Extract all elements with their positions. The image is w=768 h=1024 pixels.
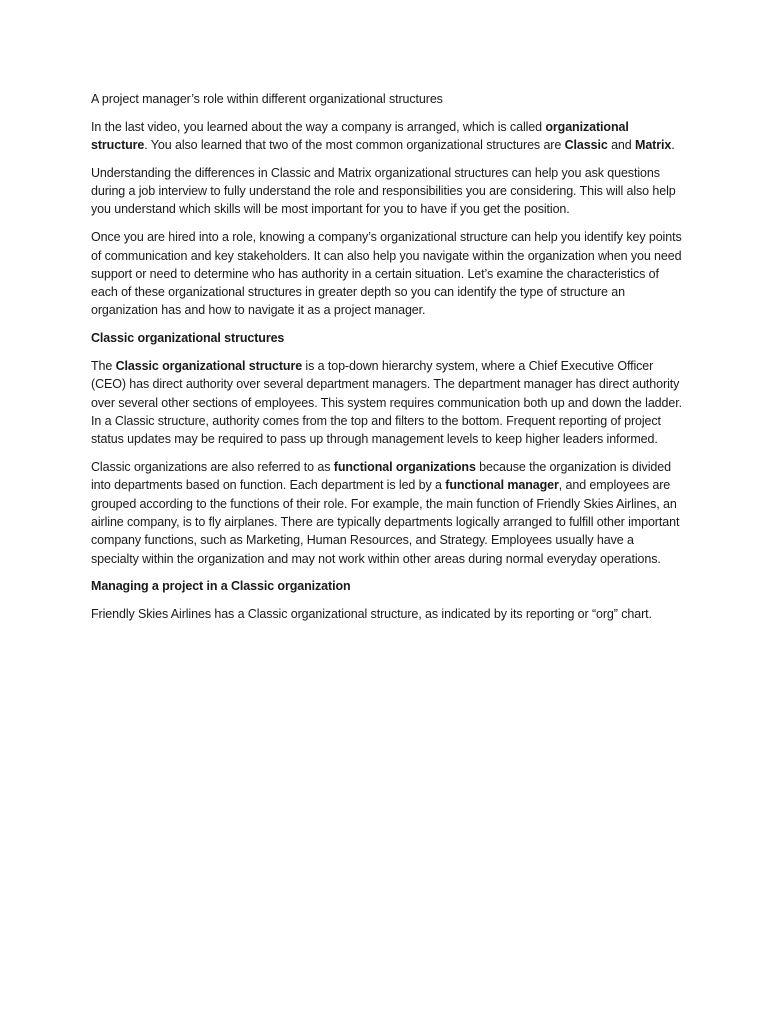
- functional-text-3: , and employees are grouped according to the functions of their role. For example, the main function of Friendly Skies Airlines, an airline company, is to fly airplanes. There are typically departments logically arranged to fulfill other important company functions, such as Marketing, Human Resources, and Strategy. Employees usually have a specialty within the organization and may not work within other areas during normal everyday operations.: [91, 478, 680, 566]
- intro-bold-classic: Classic: [564, 138, 608, 153]
- functional-text-1: Classic organizations are also referred to as: [91, 460, 334, 475]
- intro-bold-organizational-structure: organizational structure: [91, 119, 629, 153]
- classic-text-1: The: [91, 359, 116, 374]
- functional-bold-manager: functional manager: [445, 478, 559, 493]
- friendly-skies-paragraph: Friendly Skies Airlines has a Classic organizational structure, as indicated by its reporting or “org” chart.: [91, 607, 652, 622]
- intro-text-3: and: [607, 138, 636, 153]
- document-page: [91, 90, 683, 633]
- document-title: A project manager’s role within different organizational structures: [91, 92, 443, 106]
- intro-text-1: In the last video, you learned about the way a company is arranged, which is called: [91, 119, 546, 134]
- understanding-paragraph: Understanding the differences in Classic and Matrix organizational structures can help you ask questions during a job interview to fully understand the role and responsibilities you are considering. This will also help you understand which skills will be most important for you to have if you get the position.: [91, 165, 676, 217]
- classic-bold-term: Classic organizational structure: [115, 359, 303, 374]
- functional-text-2: because the organization is divided into departments based on function. Each department is led by a: [91, 460, 671, 493]
- classic-text-2: is a top-down hierarchy system, where a Chief Executive Officer (CEO) has direct authority over several department managers. The department manager has direct authority over several other sections of employees. This system requires communication both up and down the ladder. In a Classic structure, authority comes from the top and filters to the bottom. Frequent reporting of project status updates may be required to pass up through management levels to keep higher leaders informed.: [91, 359, 682, 447]
- intro-bold-matrix: Matrix: [635, 138, 672, 153]
- functional-paragraph: [91, 458, 683, 568]
- functional-bold-organizations: functional organizations: [333, 460, 476, 475]
- intro-paragraph: [91, 118, 683, 155]
- classic-paragraph: [91, 357, 683, 448]
- section-heading-managing: Managing a project in a Classic organization: [91, 579, 351, 594]
- hired-paragraph: Once you are hired into a role, knowing a company’s organizational structure can help you identify key points of communication and key stakeholders. It can also help you navigate within the organization when you need support or need to determine who has authority in a certain situation. Let’s examine the characteristics of each of these organizational structures in greater depth so you can identify the type of structure an organization has and how to navigate it as a project manager.: [91, 230, 682, 318]
- intro-text-4: .: [671, 138, 675, 153]
- intro-text-2: . You also learned that two of the most common organizational structures are: [144, 138, 565, 153]
- section-heading-classic: Classic organizational structures: [91, 331, 285, 346]
